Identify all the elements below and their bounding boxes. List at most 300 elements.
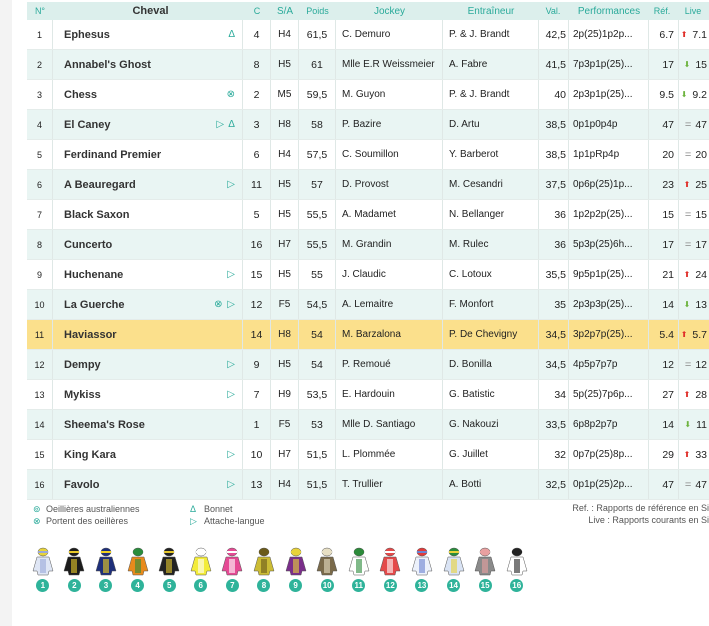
jockey[interactable]: C. Soumillon <box>336 140 443 169</box>
live-odds-value: 33 <box>695 448 707 461</box>
jockey[interactable]: P. Remoué <box>336 350 443 379</box>
jockey-silk-icon <box>125 547 151 577</box>
live-odds-value: 7.1 <box>692 28 707 41</box>
performances: 5p3p(25)6h... <box>569 230 649 259</box>
horse-name-label: La Guerche <box>64 298 125 311</box>
legend-item <box>33 515 140 527</box>
valeur: 42,5 <box>539 20 569 49</box>
silk[interactable] <box>469 547 501 592</box>
live-odds <box>679 200 709 229</box>
horse-name[interactable] <box>53 230 243 259</box>
equipment-icons: ▷ <box>227 359 236 370</box>
jockey-silk-icon <box>441 547 467 577</box>
performances: 0p6p(25)1p... <box>569 170 649 199</box>
jockey-silk-icon <box>346 547 372 577</box>
jockey-silk-icon <box>377 547 403 577</box>
ref-odds: 14 <box>649 290 679 319</box>
silk[interactable] <box>343 547 375 592</box>
corde: 10 <box>243 440 271 469</box>
live-odds-value: 12 <box>695 358 707 371</box>
jockey-silk-icon <box>188 547 214 577</box>
attache-langue-icon: ▷ <box>190 515 197 526</box>
sexe-age: H7 <box>271 440 299 469</box>
jockey[interactable]: A. Madamet <box>336 200 443 229</box>
arrow-up-icon: ⬆ <box>683 270 691 279</box>
runner-number: 1 <box>27 20 53 49</box>
equipment-icons: ▷ Δ <box>216 119 236 130</box>
arrow-down-icon: ⬇ <box>683 300 691 309</box>
ref-odds: 27 <box>649 380 679 409</box>
sexe-age: H5 <box>271 260 299 289</box>
legend-item <box>190 503 265 515</box>
sexe-age: H5 <box>271 200 299 229</box>
horse-name[interactable] <box>53 260 243 289</box>
performances: 9p5p1p(25)... <box>569 260 649 289</box>
poids: 54 <box>299 320 336 349</box>
runner-number: 11 <box>27 320 53 349</box>
sexe-age: H9 <box>271 380 299 409</box>
entraineur[interactable]: M. Cesandri <box>443 170 539 199</box>
entraineur[interactable]: F. Monfort <box>443 290 539 319</box>
ref-odds: 17 <box>649 230 679 259</box>
live-odds <box>679 470 709 499</box>
ref-odds: 29 <box>649 440 679 469</box>
legend-label: Attache-langue <box>204 516 265 526</box>
arrow-up-icon: ⬆ <box>683 450 691 459</box>
jockey[interactable]: M. Grandin <box>336 230 443 259</box>
entraineur[interactable]: P. & J. Brandt <box>443 20 539 49</box>
horse-name-label: Ferdinand Premier <box>64 148 162 161</box>
runner-number: 13 <box>27 380 53 409</box>
entraineur[interactable]: P. De Chevigny <box>443 320 539 349</box>
valeur: 32 <box>539 440 569 469</box>
silk[interactable] <box>501 547 533 592</box>
silk[interactable] <box>406 547 438 592</box>
header-poids[interactable]: Poids <box>306 6 329 16</box>
corde: 7 <box>243 380 271 409</box>
horse-name-label: Mykiss <box>64 388 101 401</box>
horse-name[interactable] <box>53 410 243 439</box>
header-performances[interactable]: Performances <box>577 5 641 17</box>
equipment-icons: ▷ <box>227 389 236 400</box>
equipment-icons: ⊗ ▷ <box>214 299 236 310</box>
legend-equipment-2 <box>190 503 265 527</box>
equipment-icons: ▷ <box>227 479 236 490</box>
entraineur[interactable]: G. Nakouzi <box>443 410 539 439</box>
horse-name[interactable] <box>53 80 243 109</box>
silk[interactable] <box>438 547 470 592</box>
poids: 55,5 <box>299 230 336 259</box>
equal-icon: = <box>684 118 692 131</box>
equal-icon: = <box>684 478 692 491</box>
live-odds <box>679 350 709 379</box>
poids: 53 <box>299 410 336 439</box>
ref-odds: 20 <box>649 140 679 169</box>
runner-number: 6 <box>27 170 53 199</box>
performances: 7p3p1p(25)... <box>569 50 649 79</box>
equal-icon: = <box>684 238 692 251</box>
live-odds <box>679 110 709 139</box>
header-ref[interactable]: Réf. <box>653 6 671 16</box>
horse-name[interactable] <box>53 170 243 199</box>
runner-number: 5 <box>27 140 53 169</box>
jockey-silk-icon <box>472 547 498 577</box>
sexe-age: H7 <box>271 230 299 259</box>
horse-name-label: A Beauregard <box>64 178 136 191</box>
corde: 11 <box>243 170 271 199</box>
horse-name-label: Chess <box>64 88 98 101</box>
header-entraineur[interactable]: Entraîneur <box>467 5 515 17</box>
equal-icon: = <box>684 208 692 221</box>
valeur: 36 <box>539 200 569 229</box>
corde: 13 <box>243 470 271 499</box>
horse-name-label: Cuncerto <box>64 238 113 251</box>
jockey-silk-icon <box>409 547 435 577</box>
corde: 16 <box>243 230 271 259</box>
horse-name[interactable] <box>53 200 243 229</box>
table-row[interactable] <box>27 320 709 350</box>
table-row[interactable] <box>27 410 709 440</box>
table-row[interactable] <box>27 470 709 500</box>
entraineur[interactable]: Y. Barberot <box>443 140 539 169</box>
arrow-down-icon: ⬇ <box>680 90 688 99</box>
legend-label: Oeillières australiennes <box>46 504 140 514</box>
table-row[interactable] <box>27 80 709 110</box>
ref-odds: 12 <box>649 350 679 379</box>
sexe-age: M5 <box>271 80 299 109</box>
ref-odds: 47 <box>649 470 679 499</box>
corde: 4 <box>243 20 271 49</box>
valeur: 36 <box>539 230 569 259</box>
silk[interactable] <box>248 547 280 592</box>
table-row[interactable] <box>27 290 709 320</box>
poids: 55 <box>299 260 336 289</box>
performances: 0p1p(25)2p... <box>569 470 649 499</box>
jockey-silk-icon <box>504 547 530 577</box>
ref-odds: 9.5 <box>649 80 679 109</box>
sexe-age: H4 <box>271 140 299 169</box>
runner-number: 8 <box>27 230 53 259</box>
horse-name-label: Huchenane <box>64 268 124 281</box>
poids: 59,5 <box>299 80 336 109</box>
silk[interactable] <box>90 547 122 592</box>
performances: 1p1pRp4p <box>569 140 649 169</box>
jockey[interactable]: Mlle D. Santiago <box>336 410 443 439</box>
live-odds <box>679 440 709 469</box>
sexe-age: H5 <box>271 50 299 79</box>
poids: 54,5 <box>299 290 336 319</box>
corde: 6 <box>243 140 271 169</box>
entraineur[interactable]: M. Rulec <box>443 230 539 259</box>
silk-number-badge: 13 <box>415 579 428 592</box>
valeur: 38,5 <box>539 140 569 169</box>
header-num[interactable]: N° <box>34 6 46 16</box>
jockey[interactable]: E. Hardouin <box>336 380 443 409</box>
ref-note: Ref. : Rapports de référence en Si <box>572 503 709 513</box>
poids: 53,5 <box>299 380 336 409</box>
jockey-silk-icon <box>61 547 87 577</box>
silk-number-badge: 3 <box>99 579 112 592</box>
performances: 2p3p1p(25)... <box>569 80 649 109</box>
runner-number: 12 <box>27 350 53 379</box>
live-odds <box>679 410 709 439</box>
poids: 57,5 <box>299 140 336 169</box>
legend-label: Bonnet <box>204 504 233 514</box>
valeur: 32,5 <box>539 470 569 499</box>
ref-odds: 6.7 <box>649 20 679 49</box>
horse-name-label: Black Saxon <box>64 208 130 221</box>
runner-number: 15 <box>27 440 53 469</box>
table-row[interactable] <box>27 200 709 230</box>
corde: 15 <box>243 260 271 289</box>
live-odds <box>679 320 709 349</box>
valeur: 34,5 <box>539 320 569 349</box>
runners-table <box>27 2 709 500</box>
corde: 3 <box>243 110 271 139</box>
live-odds <box>679 260 709 289</box>
jockey-silk-icon <box>93 547 119 577</box>
entraineur[interactable]: C. Lotoux <box>443 260 539 289</box>
ref-odds: 15 <box>649 200 679 229</box>
odds-legend <box>572 503 709 527</box>
live-odds-value: 5.7 <box>692 328 707 341</box>
entraineur[interactable]: P. & J. Brandt <box>443 80 539 109</box>
header-sa[interactable]: S/A <box>276 5 294 17</box>
valeur: 34 <box>539 380 569 409</box>
equipment-icons: ▷ <box>227 179 236 190</box>
header-corde[interactable]: C <box>253 6 261 16</box>
arrow-down-icon: ⬇ <box>683 60 691 69</box>
entraineur[interactable]: G. Batistic <box>443 380 539 409</box>
jockey[interactable]: D. Provost <box>336 170 443 199</box>
equipment-icons: ▷ <box>227 449 236 460</box>
poids: 61,5 <box>299 20 336 49</box>
entraineur[interactable]: D. Artu <box>443 110 539 139</box>
oeilleres-australiennes-icon: ⊚ <box>33 503 41 514</box>
equal-icon: = <box>684 358 692 371</box>
jockey[interactable]: M. Barzalona <box>336 320 443 349</box>
header-live[interactable]: Live <box>684 6 702 16</box>
table-row[interactable] <box>27 230 709 260</box>
live-odds <box>679 50 709 79</box>
table-row[interactable] <box>27 110 709 140</box>
live-odds-value: 24 <box>695 268 707 281</box>
legend-item <box>33 503 140 515</box>
valeur: 33,5 <box>539 410 569 439</box>
horse-name-label: Sheema's Rose <box>64 418 145 431</box>
horse-name-label: Haviassor <box>64 328 117 341</box>
horse-name[interactable] <box>53 50 243 79</box>
jockey-silk-icon <box>283 547 309 577</box>
horse-name[interactable] <box>53 110 243 139</box>
equipment-icons: ▷ <box>227 269 236 280</box>
valeur: 40 <box>539 80 569 109</box>
jockey[interactable]: T. Trullier <box>336 470 443 499</box>
sexe-age: H4 <box>271 20 299 49</box>
table-row[interactable] <box>27 20 709 50</box>
live-odds-value: 15 <box>695 208 707 221</box>
live-note: Live : Rapports courants en Si <box>588 515 709 525</box>
ref-odds: 17 <box>649 50 679 79</box>
jockey-silk-icon <box>156 547 182 577</box>
silk-number-badge: 5 <box>163 579 176 592</box>
poids: 55,5 <box>299 200 336 229</box>
table-row[interactable] <box>27 380 709 410</box>
sexe-age: H5 <box>271 170 299 199</box>
horse-name[interactable] <box>53 440 243 469</box>
table-body <box>27 20 709 500</box>
performances: 4p5p7p7p <box>569 350 649 379</box>
valeur: 34,5 <box>539 350 569 379</box>
corde: 14 <box>243 320 271 349</box>
equal-icon: = <box>684 148 692 161</box>
sexe-age: H4 <box>271 470 299 499</box>
header-cheval[interactable]: Cheval <box>132 5 169 17</box>
arrow-up-icon: ⬆ <box>683 390 691 399</box>
poids: 51,5 <box>299 470 336 499</box>
silk-number-badge: 6 <box>194 579 207 592</box>
jockey[interactable]: M. Guyon <box>336 80 443 109</box>
table-row[interactable] <box>27 140 709 170</box>
equipment-icons: Δ <box>228 29 236 40</box>
jockey[interactable]: L. Plommée <box>336 440 443 469</box>
silk[interactable] <box>280 547 312 592</box>
entraineur[interactable]: A. Botti <box>443 470 539 499</box>
runner-number: 10 <box>27 290 53 319</box>
jockey-silk-icon <box>251 547 277 577</box>
horse-name[interactable] <box>53 470 243 499</box>
jockey[interactable]: P. Bazire <box>336 110 443 139</box>
runner-number: 3 <box>27 80 53 109</box>
table-row[interactable] <box>27 170 709 200</box>
performances: 1p2p2p(25)... <box>569 200 649 229</box>
arrow-up-icon: ⬆ <box>683 180 691 189</box>
ref-odds: 21 <box>649 260 679 289</box>
table-row[interactable] <box>27 440 709 470</box>
corde: 9 <box>243 350 271 379</box>
silk-number-badge: 15 <box>479 579 492 592</box>
entraineur[interactable]: A. Fabre <box>443 50 539 79</box>
bonnet-icon: Δ <box>190 504 197 514</box>
entraineur[interactable]: G. Juillet <box>443 440 539 469</box>
sexe-age: F5 <box>271 410 299 439</box>
live-odds <box>679 80 709 109</box>
horse-name[interactable] <box>53 320 243 349</box>
corde: 1 <box>243 410 271 439</box>
poids: 51,5 <box>299 440 336 469</box>
header-val[interactable]: Val. <box>545 6 561 16</box>
ref-odds: 47 <box>649 110 679 139</box>
performances: 5p(25)7p6p... <box>569 380 649 409</box>
live-odds-value: 9.2 <box>692 88 707 101</box>
horse-name-label: Ephesus <box>64 28 110 41</box>
live-odds-value: 20 <box>695 148 707 161</box>
ref-odds: 5.4 <box>649 320 679 349</box>
horse-name-label: King Kara <box>64 448 116 461</box>
live-odds-value: 13 <box>695 298 707 311</box>
silk[interactable] <box>27 547 59 592</box>
performances: 3p2p7p(25)... <box>569 320 649 349</box>
live-odds <box>679 380 709 409</box>
entraineur[interactable]: D. Bonilla <box>443 350 539 379</box>
silk[interactable] <box>59 547 91 592</box>
silk[interactable] <box>185 547 217 592</box>
horse-name-label: Annabel's Ghost <box>64 58 151 71</box>
silk[interactable] <box>217 547 249 592</box>
silk[interactable] <box>311 547 343 592</box>
performances: 2p(25)1p2p... <box>569 20 649 49</box>
silk[interactable] <box>375 547 407 592</box>
horse-name[interactable] <box>53 290 243 319</box>
jockey[interactable]: C. Demuro <box>336 20 443 49</box>
silk-number-badge: 8 <box>257 579 270 592</box>
sexe-age: F5 <box>271 290 299 319</box>
live-odds-value: 15 <box>695 58 707 71</box>
table-row[interactable] <box>27 350 709 380</box>
silk[interactable] <box>153 547 185 592</box>
runner-number: 4 <box>27 110 53 139</box>
horse-name[interactable] <box>53 140 243 169</box>
equipment-icons: ⊗ <box>226 89 236 100</box>
horse-name[interactable] <box>53 380 243 409</box>
arrow-up-icon: ⬆ <box>680 30 688 39</box>
jockey[interactable]: A. Lemaitre <box>336 290 443 319</box>
silk-number-badge: 9 <box>289 579 302 592</box>
live-odds <box>679 290 709 319</box>
table-row[interactable] <box>27 260 709 290</box>
poids: 61 <box>299 50 336 79</box>
valeur: 37,5 <box>539 170 569 199</box>
arrow-down-icon: ⬇ <box>684 420 692 429</box>
sexe-age: H8 <box>271 110 299 139</box>
horse-name-label: Dempy <box>64 358 101 371</box>
legend-equipment <box>33 503 140 527</box>
performances: 6p8p2p7p <box>569 410 649 439</box>
silks-row <box>27 547 533 592</box>
live-odds-value: 17 <box>695 238 707 251</box>
live-odds-value: 11 <box>696 418 707 431</box>
runner-number: 2 <box>27 50 53 79</box>
horse-name-label: El Caney <box>64 118 111 131</box>
poids: 54 <box>299 350 336 379</box>
live-odds <box>679 230 709 259</box>
horse-name[interactable] <box>53 20 243 49</box>
performances: 0p1p0p4p <box>569 110 649 139</box>
runner-number: 7 <box>27 200 53 229</box>
performances: 0p7p(25)8p... <box>569 440 649 469</box>
horse-name-label: Favolo <box>64 478 100 491</box>
silk-number-badge: 14 <box>447 579 460 592</box>
live-odds <box>679 20 709 49</box>
jockey[interactable]: Mlle E.R Weissmeier <box>336 50 443 79</box>
jockey[interactable]: J. Claudic <box>336 260 443 289</box>
silk[interactable] <box>122 547 154 592</box>
live-odds-value: 28 <box>695 388 707 401</box>
silk-number-badge: 10 <box>321 579 334 592</box>
runner-number: 9 <box>27 260 53 289</box>
silk-number-badge: 11 <box>352 579 365 592</box>
poids: 58 <box>299 110 336 139</box>
silk-number-badge: 16 <box>510 579 523 592</box>
live-odds-value: 47 <box>695 478 707 491</box>
header-jockey[interactable]: Jockey <box>373 5 406 17</box>
horse-name[interactable] <box>53 350 243 379</box>
entraineur[interactable]: N. Bellanger <box>443 200 539 229</box>
table-row[interactable] <box>27 50 709 80</box>
performances: 2p3p3p(25)... <box>569 290 649 319</box>
legend-item <box>190 515 265 527</box>
sexe-age: H5 <box>271 350 299 379</box>
